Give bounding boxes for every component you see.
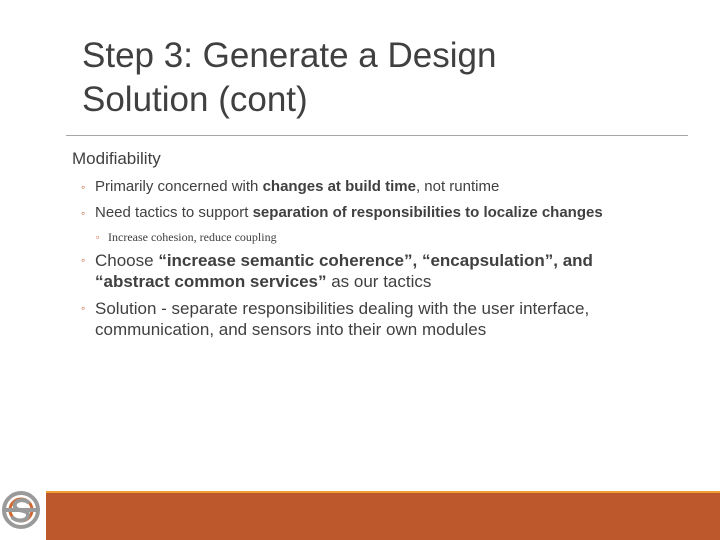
footer-band	[0, 493, 720, 540]
logo-icon	[0, 488, 46, 540]
bullet-1-part-2: changes at build time	[262, 178, 416, 195]
bullet-marker-icon: ◦	[81, 301, 86, 315]
bullet-marker-icon: ◦	[81, 253, 86, 267]
heading-modifiability: Modifiability	[72, 149, 161, 168]
sub-bullet-item	[72, 228, 672, 246]
bullet-3-part-3: as our tactics	[326, 272, 432, 291]
bullet-marker-icon: ◦	[81, 180, 86, 194]
bullet-1-part-1: Primarily concerned with	[95, 178, 263, 195]
bullet-text-2	[95, 204, 603, 221]
bullet-3-part-1: Choose	[95, 251, 159, 270]
sub-bullet-marker-icon: ▫	[96, 232, 100, 242]
bullet-item-4	[72, 298, 672, 340]
bullet-marker-icon: ◦	[81, 206, 86, 220]
bullet-text-1	[95, 178, 499, 195]
bullet-item-2	[72, 202, 672, 224]
bullet-item-3	[72, 250, 672, 292]
bullet-2-part-1: Need tactics to support	[95, 204, 253, 221]
slide-body	[72, 148, 672, 340]
bullet-text-3	[95, 251, 593, 291]
sub-bullet-text: Increase cohesion, reduce coupling	[108, 230, 277, 244]
bullet-3-part-2: “increase semantic coherence”, “encapsulation”, and “abstract common services”	[95, 251, 593, 291]
logo-graphic	[0, 488, 46, 536]
title-line-1: Step 3: Generate a Design	[82, 36, 497, 75]
bullet-1-part-3: , not runtime	[415, 178, 500, 195]
bullet-4-text: Solution - separate responsibilities dealing with the user interface, communication, and sensors into their own modules	[95, 299, 590, 339]
title-line-2: Solution (cont)	[82, 80, 308, 119]
slide-title	[82, 34, 682, 122]
title-divider	[66, 135, 688, 136]
bullet-2-part-2: separation of responsibilities to localize changes	[252, 204, 603, 221]
bullet-item-1	[72, 176, 672, 198]
